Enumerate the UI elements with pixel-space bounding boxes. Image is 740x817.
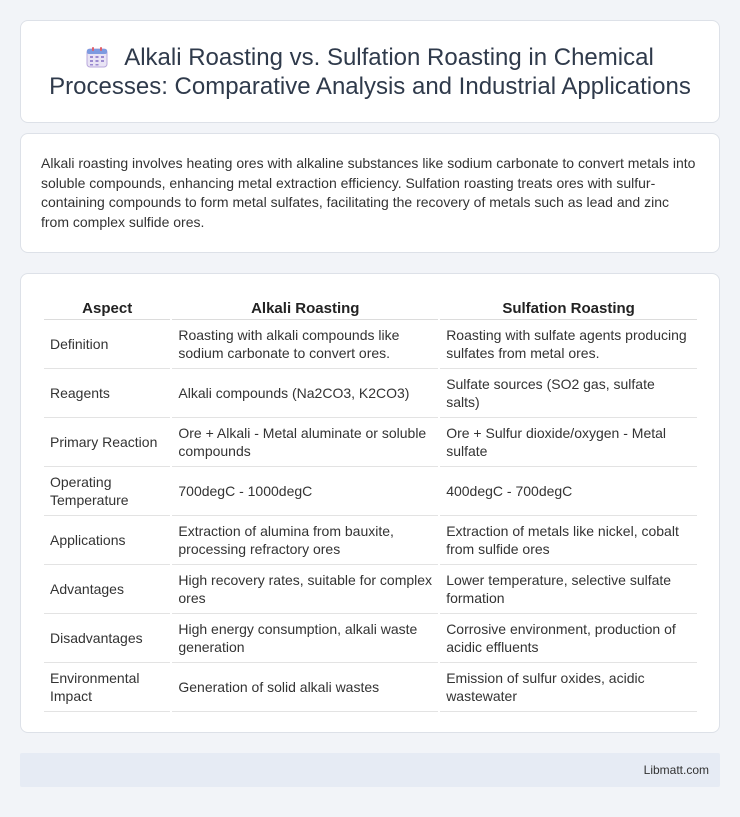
table-row <box>44 320 697 369</box>
table-row <box>44 369 697 418</box>
row-alkali: Extraction of alumina from bauxite, processing refractory ores <box>172 516 438 565</box>
comparison-table <box>42 294 699 712</box>
header-aspect: Aspect <box>44 294 170 320</box>
footer-source <box>20 753 720 787</box>
row-aspect: Advantages <box>44 565 170 614</box>
row-alkali: 700degC - 1000degC <box>172 467 438 516</box>
row-sulfation: Lower temperature, selective sulfate formation <box>440 565 697 614</box>
row-alkali: Alkali compounds (Na2CO3, K2CO3) <box>172 369 438 418</box>
page-title <box>40 43 700 101</box>
title-text: Alkali Roasting vs. Sulfation Roasting in Chemical Processes: Comparative Analysis and Industrial Applications <box>49 43 691 100</box>
row-aspect: Operating Temperature <box>44 467 170 516</box>
comparison-card <box>20 273 720 733</box>
row-sulfation: Extraction of metals like nickel, cobalt from sulfide ores <box>440 516 697 565</box>
table-row <box>44 467 697 516</box>
table-header-row <box>44 294 697 320</box>
footer-link[interactable]: Libmatt.com <box>643 763 709 777</box>
row-aspect: Reagents <box>44 369 170 418</box>
table-row <box>44 565 697 614</box>
row-aspect: Disadvantages <box>44 614 170 663</box>
table-row <box>44 614 697 663</box>
intro-card <box>20 133 720 253</box>
row-alkali: Ore + Alkali - Metal aluminate or soluble compounds <box>172 418 438 467</box>
row-sulfation: Roasting with sulfate agents producing sulfates from metal ores. <box>440 320 697 369</box>
header-alkali: Alkali Roasting <box>172 294 438 320</box>
row-sulfation: 400degC - 700degC <box>440 467 697 516</box>
row-alkali: Generation of solid alkali wastes <box>172 663 438 712</box>
row-alkali: High energy consumption, alkali waste generation <box>172 614 438 663</box>
table-row <box>44 418 697 467</box>
row-aspect: Environmental Impact <box>44 663 170 712</box>
row-aspect: Primary Reaction <box>44 418 170 467</box>
row-sulfation: Sulfate sources (SO2 gas, sulfate salts) <box>440 369 697 418</box>
header-sulfation: Sulfation Roasting <box>440 294 697 320</box>
intro-paragraph: Alkali roasting involves heating ores with alkaline substances like sodium carbonate to convert metals into soluble compounds, enhancing metal extraction efficiency. Sulfation roasting treats ores with sulfur-containing compounds to form metal sulfates, facilitating the recovery of metals such as lead and zinc from complex sulfide ores. <box>41 155 696 230</box>
calendar-icon <box>86 46 108 68</box>
title-card <box>20 20 720 123</box>
row-sulfation: Corrosive environment, production of acidic effluents <box>440 614 697 663</box>
row-aspect: Applications <box>44 516 170 565</box>
row-sulfation: Emission of sulfur oxides, acidic wastewater <box>440 663 697 712</box>
table-row <box>44 663 697 712</box>
row-alkali: High recovery rates, suitable for complex ores <box>172 565 438 614</box>
row-aspect: Definition <box>44 320 170 369</box>
row-alkali: Roasting with alkali compounds like sodium carbonate to convert ores. <box>172 320 438 369</box>
table-row <box>44 516 697 565</box>
row-sulfation: Ore + Sulfur dioxide/oxygen - Metal sulfate <box>440 418 697 467</box>
